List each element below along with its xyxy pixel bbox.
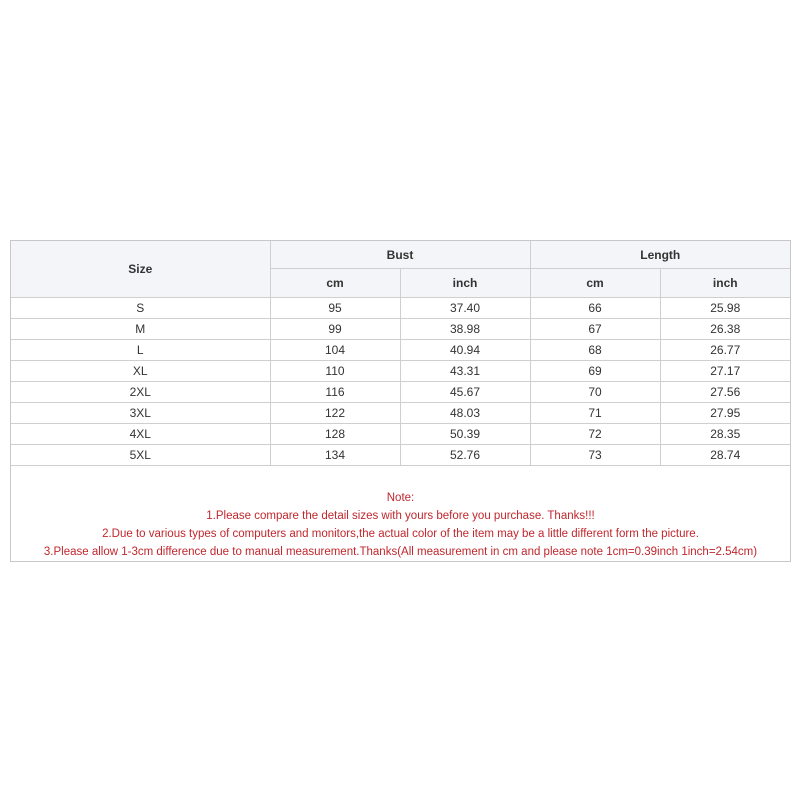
length-cm-header: cm (530, 269, 660, 298)
note-title: Note: (386, 492, 415, 504)
length-cm-cell: 66 (530, 298, 660, 319)
bust-inch-cell: 40.94 (400, 340, 530, 361)
table-row (11, 382, 790, 403)
bust-inch-cell: 45.67 (400, 382, 530, 403)
bust-cm-header: cm (270, 269, 400, 298)
length-inch-cell: 27.56 (660, 382, 790, 403)
length-cm-cell: 67 (530, 319, 660, 340)
table-row (11, 340, 790, 361)
length-cm-cell: 70 (530, 382, 660, 403)
length-inch-cell: 25.98 (660, 298, 790, 319)
length-header: Length (530, 241, 790, 269)
bust-inch-cell: 50.39 (400, 424, 530, 445)
bust-cm-cell: 122 (270, 403, 400, 424)
length-inch-cell: 28.35 (660, 424, 790, 445)
bust-cm-cell: 95 (270, 298, 400, 319)
note-line-2: 2.Due to various types of computers and monitors,the actual color of the item may be a little different form the picture. (102, 528, 699, 540)
bust-inch-header: inch (400, 269, 530, 298)
table-row (11, 298, 790, 319)
table-row (11, 445, 790, 466)
bust-header: Bust (270, 241, 530, 269)
bust-cm-cell: 116 (270, 382, 400, 403)
bust-cm-cell: 110 (270, 361, 400, 382)
note-line-3: 3.Please allow 1-3cm difference due to manual measurement.Thanks(All measurement in cm and please note 1cm=0.39inch 1inch=2.54cm) (43, 546, 758, 558)
length-inch-cell: 27.17 (660, 361, 790, 382)
table-row (11, 361, 790, 382)
length-inch-cell: 26.38 (660, 319, 790, 340)
bust-inch-cell: 37.40 (400, 298, 530, 319)
bust-cm-cell: 99 (270, 319, 400, 340)
note-section (11, 489, 790, 561)
size-cell: 3XL (11, 403, 270, 424)
length-cm-cell: 68 (530, 340, 660, 361)
size-cell: 4XL (11, 424, 270, 445)
size-cell: M (11, 319, 270, 340)
length-cm-cell: 73 (530, 445, 660, 466)
length-cm-cell: 69 (530, 361, 660, 382)
length-cm-cell: 72 (530, 424, 660, 445)
length-cm-cell: 71 (530, 403, 660, 424)
table-row (11, 424, 790, 445)
table-row (11, 403, 790, 424)
length-inch-header: inch (660, 269, 790, 298)
size-cell: 5XL (11, 445, 270, 466)
bust-inch-cell: 38.98 (400, 319, 530, 340)
size-table (11, 241, 790, 466)
table-row (11, 319, 790, 340)
bust-cm-cell: 128 (270, 424, 400, 445)
size-header: Size (11, 241, 270, 298)
size-cell: 2XL (11, 382, 270, 403)
bust-inch-cell: 48.03 (400, 403, 530, 424)
bust-inch-cell: 43.31 (400, 361, 530, 382)
size-cell: L (11, 340, 270, 361)
length-inch-cell: 26.77 (660, 340, 790, 361)
length-inch-cell: 27.95 (660, 403, 790, 424)
size-cell: XL (11, 361, 270, 382)
bust-cm-cell: 104 (270, 340, 400, 361)
size-cell: S (11, 298, 270, 319)
length-inch-cell: 28.74 (660, 445, 790, 466)
bust-inch-cell: 52.76 (400, 445, 530, 466)
bust-cm-cell: 134 (270, 445, 400, 466)
size-chart (10, 240, 791, 562)
note-line-1: 1.Please compare the detail sizes with yours before you purchase. Thanks!!! (206, 510, 595, 522)
